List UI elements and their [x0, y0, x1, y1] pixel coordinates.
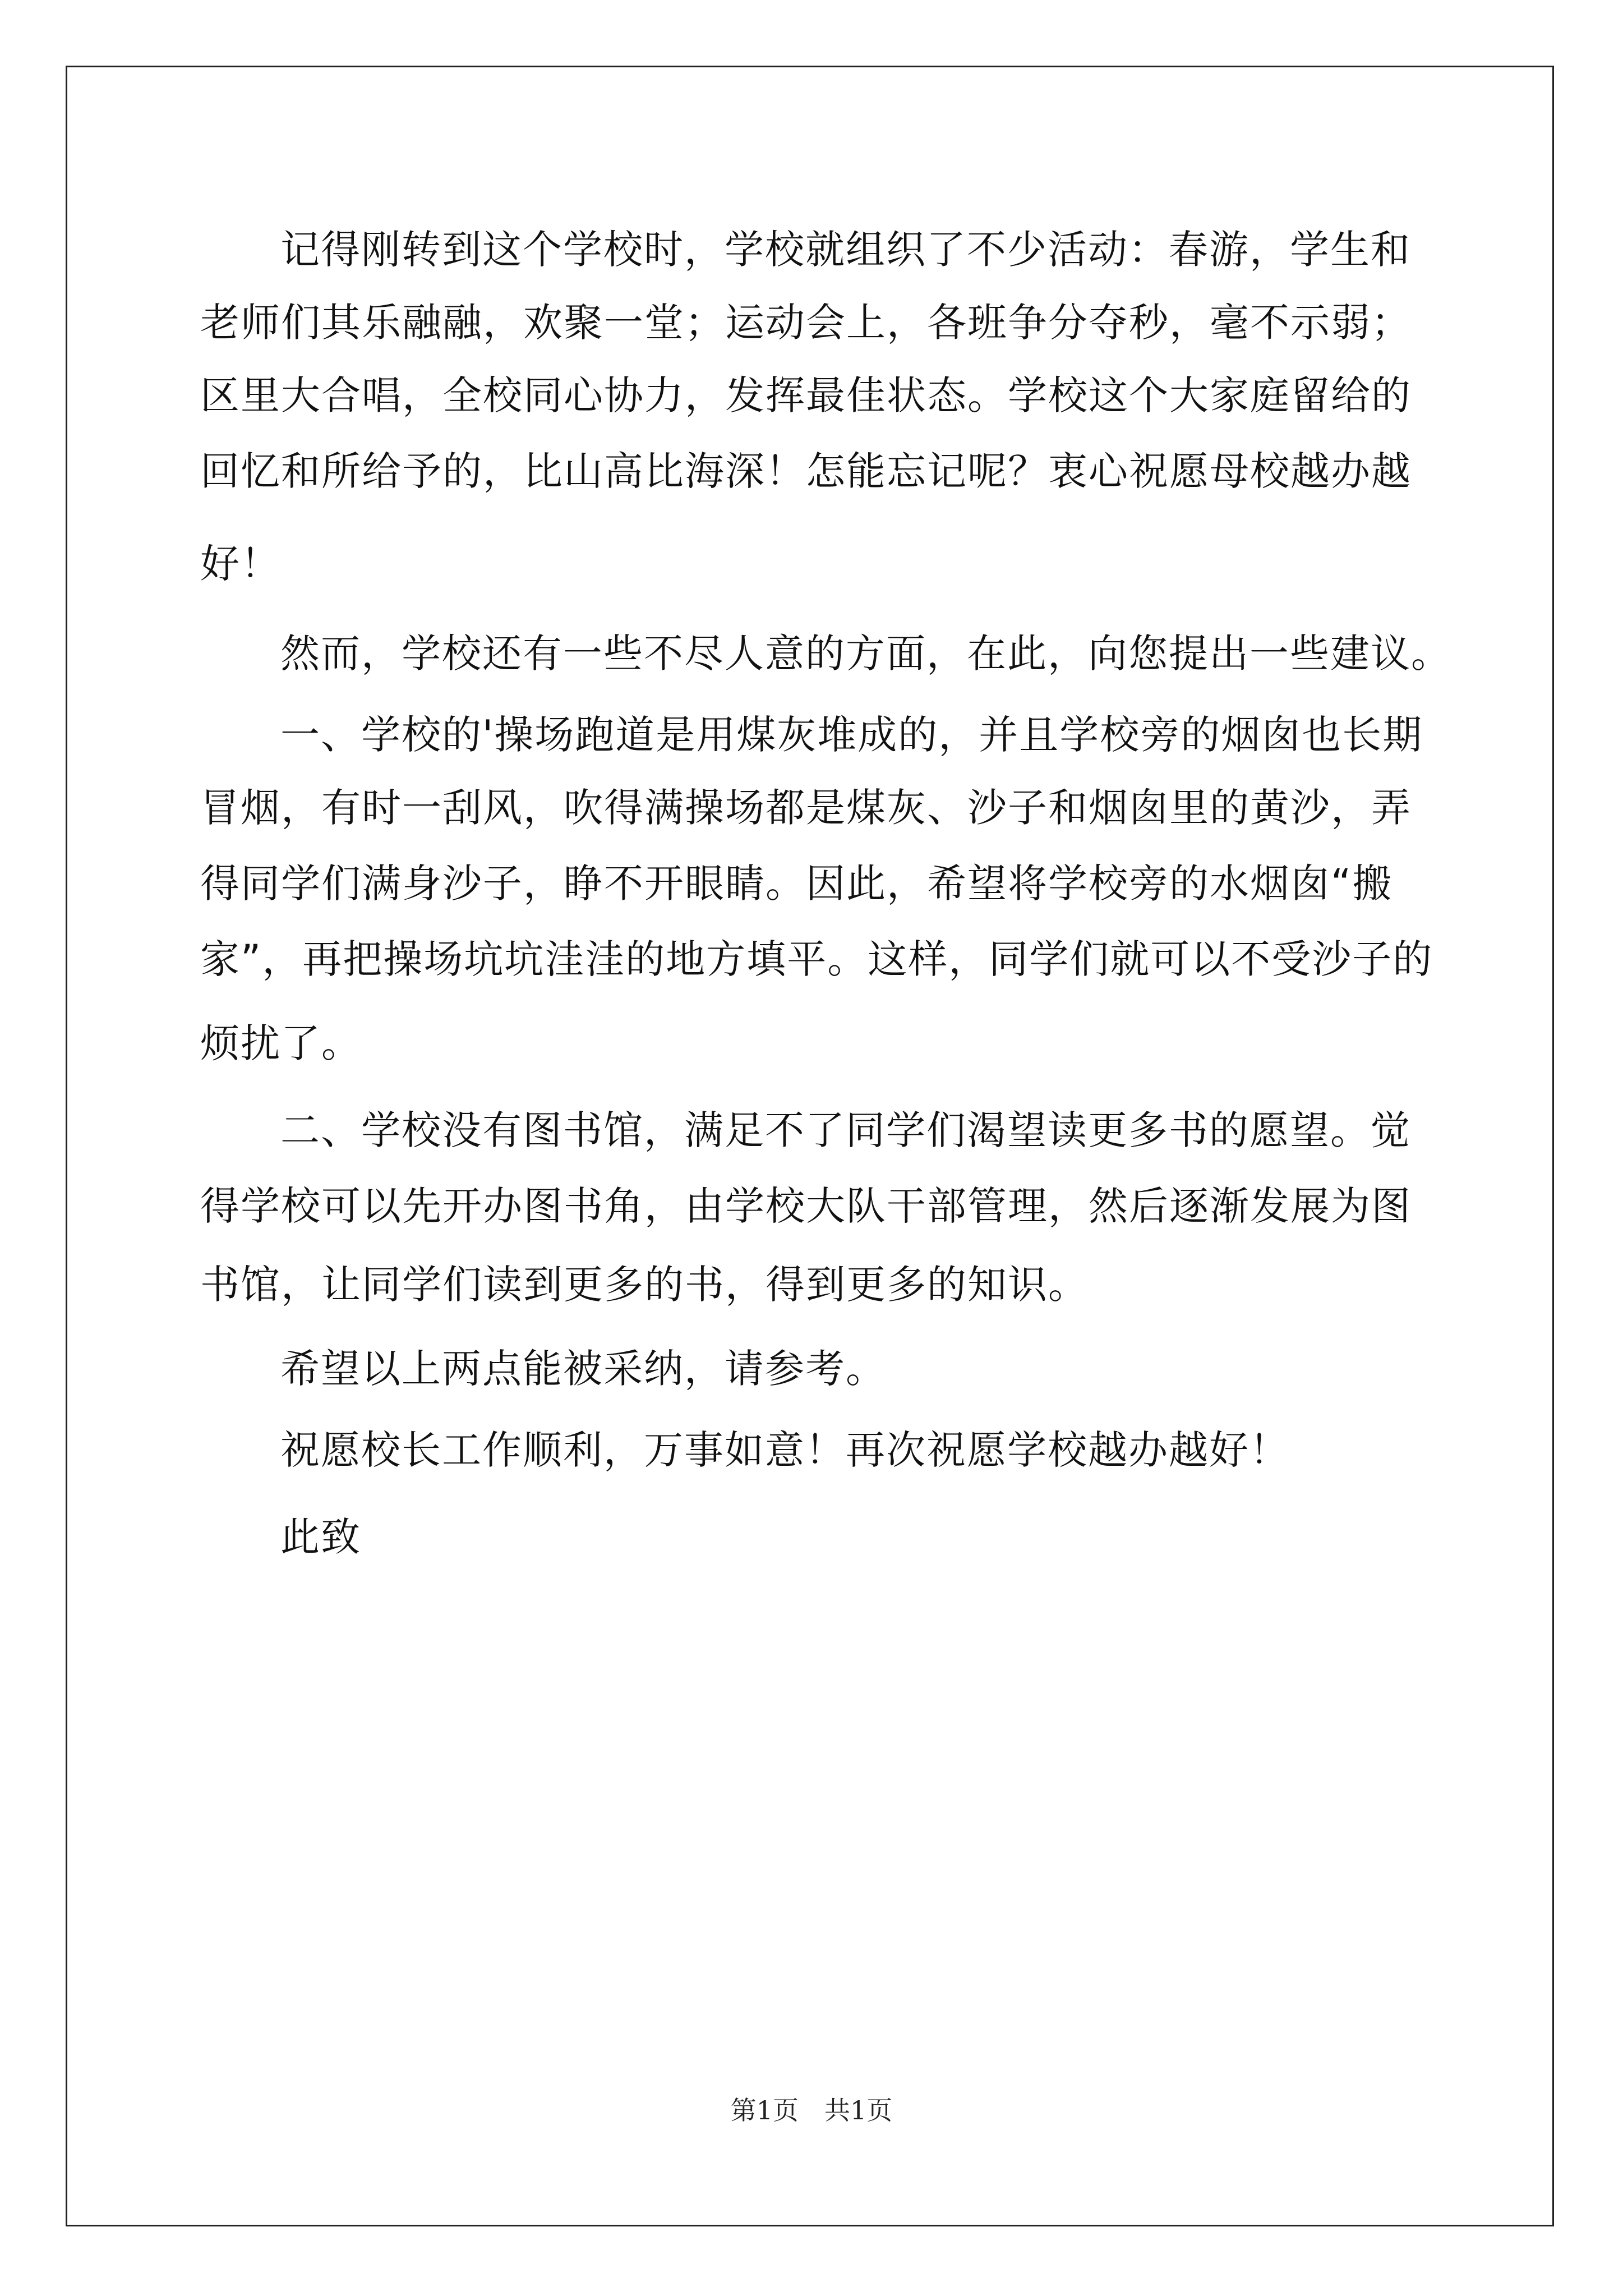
text-line: 区里大合唱，全校同心协力，发挥最佳状态。学校这个大家庭留给的 [200, 372, 1412, 418]
text-line: 老师们其乐融融，欢聚一堂；运动会上，各班争分夺秒，毫不示弱； [200, 300, 1412, 346]
text-line: 回忆和所给予的，比山高比海深！怎能忘记呢？衷心祝愿母校越办越 [200, 448, 1412, 494]
text-line: 好！ [200, 541, 281, 587]
text-line: 书馆，让同学们读到更多的书，得到更多的知识。 [200, 1262, 1089, 1308]
text-line: 然而，学校还有一些不尽人意的方面，在此，向您提出一些建议。 [280, 631, 1451, 677]
text-line: 此致 [280, 1514, 361, 1560]
text-line: 冒烟，有时一刮风，吹得满操场都是煤灰、沙子和烟囱里的黄沙，弄 [200, 785, 1412, 831]
text-line: 家”，再把操场坑坑洼洼的地方填平。这样，同学们就可以不受沙子的 [200, 936, 1433, 982]
text-line: 烦扰了。 [200, 1020, 362, 1066]
page-footer: 第1页 共1页 [730, 2095, 893, 2125]
text-line: 得学校可以先开办图书角，由学校大队干部管理，然后逐渐发展为图 [200, 1183, 1412, 1229]
text-line: 得同学们满身沙子，睁不开眼睛。因此，希望将学校旁的水烟囱“搬 [200, 861, 1393, 907]
text-line: 一、学校的'操场跑道是用煤灰堆成的，并且学校旁的烟囱也长期 [280, 712, 1423, 758]
text-line: 希望以上两点能被采纳，请参考。 [280, 1346, 886, 1392]
text-line: 祝愿校长工作顺利，万事如意！再次祝愿学校越办越好！ [280, 1427, 1290, 1473]
text-line: 记得刚转到这个学校时，学校就组织了不少活动：春游，学生和 [280, 227, 1411, 273]
text-line: 二、学校没有图书馆，满足不了同学们渴望读更多书的愿望。觉 [280, 1107, 1411, 1153]
